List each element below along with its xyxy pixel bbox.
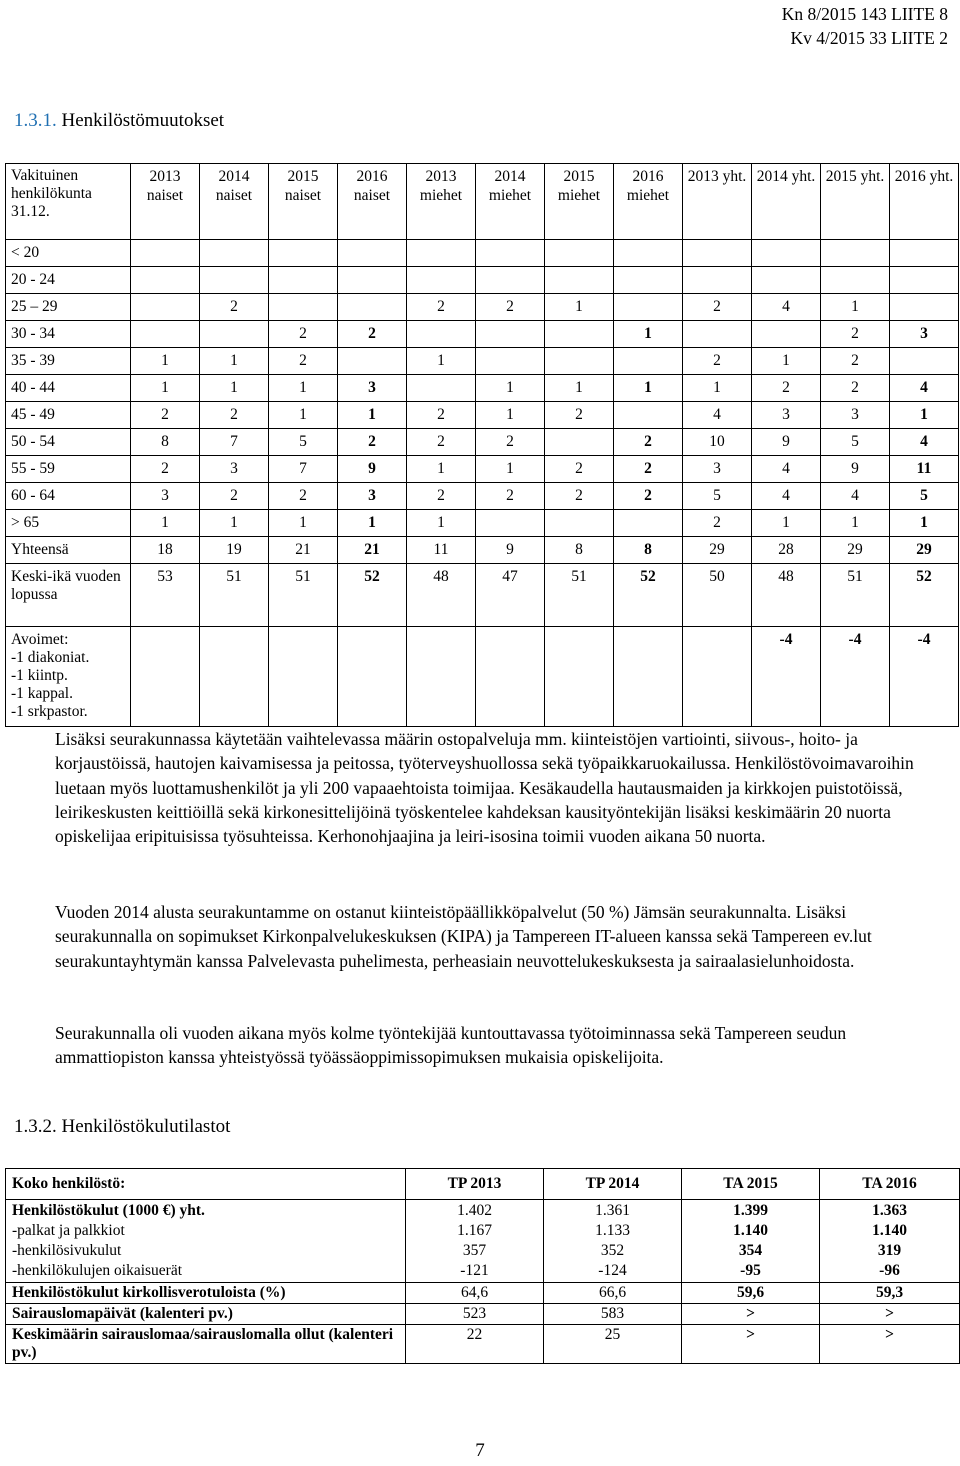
table-cell bbox=[683, 321, 752, 348]
cell-line: 352 bbox=[600, 1242, 625, 1259]
table-cell bbox=[890, 348, 959, 375]
row-label: 60 - 64 bbox=[6, 483, 131, 510]
table-cell: 3 bbox=[821, 402, 890, 429]
table-cell bbox=[683, 240, 752, 267]
table-cell: 2 bbox=[476, 483, 545, 510]
row-label: > 65 bbox=[6, 510, 131, 537]
table-cell: 29 bbox=[890, 537, 959, 564]
table-cell: 18 bbox=[131, 537, 200, 564]
table-cell: 2 bbox=[476, 294, 545, 321]
row-label: 25 – 29 bbox=[6, 294, 131, 321]
table-cell: 4 bbox=[890, 375, 959, 402]
table-cell: > bbox=[820, 1325, 960, 1364]
table-cell: -4 bbox=[821, 627, 890, 727]
table-cell: 51 bbox=[269, 564, 338, 627]
table-cell: 1 bbox=[752, 348, 821, 375]
table-cell: 1 bbox=[545, 294, 614, 321]
table-cell: 9 bbox=[821, 456, 890, 483]
header-line-2: Kv 4/2015 33 LIITE 2 bbox=[790, 28, 948, 48]
table-cell: 1 bbox=[131, 510, 200, 537]
vacancies-row bbox=[6, 627, 959, 727]
avg-age-row bbox=[6, 564, 959, 627]
column-header: Koko henkilöstö: bbox=[6, 1169, 406, 1200]
page-header bbox=[782, 2, 948, 50]
table-cell bbox=[338, 627, 407, 727]
table-cell: 1 bbox=[476, 375, 545, 402]
table-cell: 523 bbox=[406, 1304, 544, 1325]
table-cell bbox=[545, 321, 614, 348]
table-cell bbox=[614, 294, 683, 321]
stacked-cell bbox=[820, 1200, 960, 1283]
table-cell: 2 bbox=[269, 321, 338, 348]
table-cell: 48 bbox=[407, 564, 476, 627]
table-cell: 2 bbox=[683, 510, 752, 537]
table-cell: 3 bbox=[200, 456, 269, 483]
table-cell: 1 bbox=[269, 375, 338, 402]
row-label: 40 - 44 bbox=[6, 375, 131, 402]
table-cell bbox=[269, 240, 338, 267]
table-cell: 64,6 bbox=[406, 1283, 544, 1304]
cell-line: -95 bbox=[740, 1262, 761, 1279]
table-cell bbox=[200, 321, 269, 348]
row-label: 55 - 59 bbox=[6, 456, 131, 483]
table-row bbox=[6, 294, 959, 321]
column-header: 2014 yht. bbox=[752, 164, 821, 240]
table-cell: 2 bbox=[476, 429, 545, 456]
table-row bbox=[6, 321, 959, 348]
table-row bbox=[6, 267, 959, 294]
table-cell: 2 bbox=[131, 402, 200, 429]
table-cell: 59,3 bbox=[820, 1283, 960, 1304]
table-cell: 3 bbox=[683, 456, 752, 483]
table-cell: 11 bbox=[407, 537, 476, 564]
table-cell: > bbox=[820, 1304, 960, 1325]
table-row bbox=[6, 402, 959, 429]
cell-line: 1.133 bbox=[595, 1222, 630, 1239]
cell-line: -121 bbox=[460, 1262, 489, 1279]
table-row bbox=[6, 348, 959, 375]
table-cell bbox=[269, 267, 338, 294]
staff-table-header bbox=[6, 164, 959, 240]
table-cell bbox=[890, 240, 959, 267]
row-label: Yhteensä bbox=[6, 537, 131, 564]
table-cell: 52 bbox=[614, 564, 683, 627]
table-cell: 51 bbox=[821, 564, 890, 627]
cell-line: -96 bbox=[879, 1262, 900, 1279]
table-cell: 2 bbox=[683, 348, 752, 375]
table-cell: 8 bbox=[614, 537, 683, 564]
cell-line: 1.363 bbox=[872, 1202, 907, 1219]
table-cell: 2 bbox=[614, 429, 683, 456]
table-cell: 2 bbox=[545, 402, 614, 429]
table-cell bbox=[683, 627, 752, 727]
table-cell bbox=[614, 267, 683, 294]
table-cell: 583 bbox=[544, 1304, 682, 1325]
table-cell: 19 bbox=[200, 537, 269, 564]
cell-line: 1.167 bbox=[457, 1222, 492, 1239]
table-cell bbox=[614, 402, 683, 429]
table-row bbox=[6, 537, 959, 564]
table-cell: 5 bbox=[269, 429, 338, 456]
table-cell: 1 bbox=[683, 375, 752, 402]
row-label: Keski-ikä vuoden lopussa bbox=[6, 564, 131, 627]
row-label: < 20 bbox=[6, 240, 131, 267]
table-cell: 4 bbox=[683, 402, 752, 429]
table-cell: 2 bbox=[200, 294, 269, 321]
table-cell bbox=[476, 240, 545, 267]
table-cell bbox=[407, 240, 476, 267]
table-cell bbox=[890, 294, 959, 321]
row-label bbox=[6, 627, 131, 727]
column-header: TP 2013 bbox=[406, 1169, 544, 1200]
vacancy-line: -1 srkpastor. bbox=[11, 703, 88, 720]
row-label: Keskimäärin sairauslomaa/sairauslomalla ollut (kalenteri pv.) bbox=[6, 1325, 406, 1364]
table-cell bbox=[200, 627, 269, 727]
table-cell bbox=[545, 429, 614, 456]
table-cell: 2 bbox=[407, 402, 476, 429]
table-cell: 3 bbox=[890, 321, 959, 348]
table-cell: 5 bbox=[821, 429, 890, 456]
table-cell bbox=[614, 240, 683, 267]
table-row bbox=[6, 429, 959, 456]
table-cell: 5 bbox=[683, 483, 752, 510]
table-cell: 2 bbox=[614, 483, 683, 510]
table-cell: 2 bbox=[407, 483, 476, 510]
table-cell: 59,6 bbox=[682, 1283, 820, 1304]
table-cell: 48 bbox=[752, 564, 821, 627]
table-cell bbox=[752, 240, 821, 267]
paragraph-outsourcing: Lisäksi seurakunnassa käytetään vaihtelevassa määrin ostopalveluja mm. kiinteistöjen vartiointi, siivous-, hoito- ja korjaustöissä, hautojen kaivamisessa ja peitossa, työterveyshuollossa sekä työpaikkaruokailussa. Henkilöstövoimavaroihin luetaan myös luottamushenkilöt ja yli 200 vapaaehtoista toimijaa. Kesäkaudella hautausmaiden ja kirkkojen puistotöissä, leirikeskusten keittiöillä sekä kirkonesittelijöinä työskentelee kahdeksan kausityöntekijän lisäksi keskimäärin 20 nuorta opiskelijaa eripituisissa työsuhteissa. Kerhonohjaajina ja leiri-isosina toimii vuoden aikana 50 nuorta. bbox=[55, 729, 914, 847]
vacancy-line: Avoimet: bbox=[11, 631, 69, 648]
table-cell: 2 bbox=[269, 348, 338, 375]
table-cell: 51 bbox=[545, 564, 614, 627]
table-cell bbox=[476, 510, 545, 537]
vacancy-line: -1 kappal. bbox=[11, 685, 73, 702]
stacked-cell bbox=[544, 1200, 682, 1283]
table-cell: 1 bbox=[821, 294, 890, 321]
table-row bbox=[6, 375, 959, 402]
table-cell: 1 bbox=[545, 375, 614, 402]
table-cell: 8 bbox=[131, 429, 200, 456]
table-cell: 1 bbox=[821, 510, 890, 537]
table-cell: 3 bbox=[131, 483, 200, 510]
paragraph-shared-services: Vuoden 2014 alusta seurakuntamme on ostanut kiinteistöpäällikköpalvelut (50 %) Jämsän seurakunnalta. Lisäksi seurakunnalla on sopimukset Kirkonpalvelukeskuksen (KIPA) ja Tampereen IT-alueen kanssa sekä Tampereen ev.lut seurakuntayhtymän kanssa Palvelevasta puhelimesta, perheasiain neuvottelukeskuksesta ja sairaalasielunhoidosta. bbox=[55, 902, 872, 971]
table-cell: 1 bbox=[407, 456, 476, 483]
table-cell: 1 bbox=[338, 510, 407, 537]
table-cell bbox=[476, 321, 545, 348]
table-cell: 21 bbox=[269, 537, 338, 564]
table-cell: 2 bbox=[821, 348, 890, 375]
table-cell bbox=[476, 348, 545, 375]
column-header: 2016 yht. bbox=[890, 164, 959, 240]
section-heading-1 bbox=[14, 110, 224, 132]
column-header: TA 2015 bbox=[682, 1169, 820, 1200]
table-cell: 5 bbox=[890, 483, 959, 510]
table-cell: 21 bbox=[338, 537, 407, 564]
row-label: 20 - 24 bbox=[6, 267, 131, 294]
cell-line: -palkat ja palkkiot bbox=[12, 1222, 125, 1239]
table-cell: 4 bbox=[821, 483, 890, 510]
table-cell: 7 bbox=[269, 456, 338, 483]
table-cell bbox=[338, 348, 407, 375]
table-cell bbox=[752, 321, 821, 348]
section-number: 1.3.1. bbox=[14, 110, 57, 131]
table-cell: -4 bbox=[890, 627, 959, 727]
table-cell: 1 bbox=[269, 510, 338, 537]
table-cell: 22 bbox=[406, 1325, 544, 1364]
table-cell bbox=[752, 267, 821, 294]
table-cell bbox=[131, 240, 200, 267]
table-cell: 1 bbox=[890, 510, 959, 537]
cost-row bbox=[6, 1325, 960, 1364]
table-cell bbox=[614, 348, 683, 375]
column-header: TA 2016 bbox=[820, 1169, 960, 1200]
table-cell: 8 bbox=[545, 537, 614, 564]
table-cell: 2 bbox=[269, 483, 338, 510]
table-cell: 7 bbox=[200, 429, 269, 456]
table-cell: 1 bbox=[131, 348, 200, 375]
table-cell: 4 bbox=[890, 429, 959, 456]
table-cell: 11 bbox=[890, 456, 959, 483]
vacancy-line: -1 diakoniat. bbox=[11, 649, 90, 666]
table-cell: > bbox=[682, 1325, 820, 1364]
table-cell: 2 bbox=[338, 429, 407, 456]
table-cell: 1 bbox=[200, 348, 269, 375]
table-cell: 3 bbox=[752, 402, 821, 429]
table-cell: 10 bbox=[683, 429, 752, 456]
table-cell: 29 bbox=[821, 537, 890, 564]
table-cell: 1 bbox=[338, 402, 407, 429]
table-cell: 9 bbox=[338, 456, 407, 483]
table-cell: 2 bbox=[545, 456, 614, 483]
table-row bbox=[6, 483, 959, 510]
table-cell: 29 bbox=[683, 537, 752, 564]
cost-row bbox=[6, 1304, 960, 1325]
table-row bbox=[6, 456, 959, 483]
table-cell: 2 bbox=[614, 456, 683, 483]
cell-line: 1.140 bbox=[872, 1222, 907, 1239]
table-cell bbox=[407, 267, 476, 294]
cell-line: -124 bbox=[598, 1262, 627, 1279]
column-header: 2013 miehet bbox=[407, 164, 476, 240]
table-cell: 4 bbox=[752, 483, 821, 510]
table-cell: 2 bbox=[131, 456, 200, 483]
column-header: 2016 miehet bbox=[614, 164, 683, 240]
row-label: 50 - 54 bbox=[6, 429, 131, 456]
stacked-cell bbox=[6, 1200, 406, 1283]
table-cell bbox=[131, 267, 200, 294]
table-cell bbox=[131, 627, 200, 727]
table-cell: 50 bbox=[683, 564, 752, 627]
table-cell: -4 bbox=[752, 627, 821, 727]
section-heading-2: 1.3.2. Henkilöstökulutilastot bbox=[14, 1116, 231, 1137]
table-cell bbox=[407, 627, 476, 727]
table-cell: 47 bbox=[476, 564, 545, 627]
table-cell bbox=[407, 375, 476, 402]
table-cell: 52 bbox=[338, 564, 407, 627]
table-cell: 2 bbox=[407, 429, 476, 456]
cost-group-row bbox=[6, 1200, 960, 1283]
table-cell bbox=[338, 240, 407, 267]
column-header: 2016 naiset bbox=[338, 164, 407, 240]
table-cell: 1 bbox=[614, 375, 683, 402]
table-cell: 1 bbox=[269, 402, 338, 429]
table-cell bbox=[200, 267, 269, 294]
row-label: 35 - 39 bbox=[6, 348, 131, 375]
table-cell: 2 bbox=[200, 483, 269, 510]
cell-line: 357 bbox=[462, 1242, 487, 1259]
section-title: Henkilöstömuutokset bbox=[61, 110, 225, 131]
table-cell: 1 bbox=[752, 510, 821, 537]
table-cell bbox=[821, 267, 890, 294]
table-cell bbox=[476, 627, 545, 727]
table-cell: 2 bbox=[821, 375, 890, 402]
table-cell: 4 bbox=[752, 456, 821, 483]
table-cell bbox=[131, 321, 200, 348]
cell-line: 354 bbox=[738, 1242, 763, 1259]
table-cell bbox=[269, 294, 338, 321]
column-header: TP 2014 bbox=[544, 1169, 682, 1200]
cell-line: -henkilösivukulut bbox=[12, 1242, 122, 1259]
table-cell: 4 bbox=[752, 294, 821, 321]
table-cell: 1 bbox=[131, 375, 200, 402]
table-cell bbox=[545, 240, 614, 267]
column-header: 2013 naiset bbox=[131, 164, 200, 240]
table-cell: 3 bbox=[338, 375, 407, 402]
table-cell bbox=[545, 348, 614, 375]
table-cell: 9 bbox=[476, 537, 545, 564]
table-cell bbox=[890, 267, 959, 294]
stacked-cell bbox=[406, 1200, 544, 1283]
table-cell: 1 bbox=[200, 510, 269, 537]
table-cell bbox=[338, 294, 407, 321]
table-cell bbox=[683, 267, 752, 294]
table-cell bbox=[614, 510, 683, 537]
table-cell: 9 bbox=[752, 429, 821, 456]
stacked-cell bbox=[682, 1200, 820, 1283]
cell-line: 1.402 bbox=[457, 1202, 492, 1219]
row-label: 30 - 34 bbox=[6, 321, 131, 348]
table-cell: 2 bbox=[545, 483, 614, 510]
table-cell bbox=[476, 267, 545, 294]
column-header: 2013 yht. bbox=[683, 164, 752, 240]
table-cell: 2 bbox=[338, 321, 407, 348]
table-cell bbox=[131, 294, 200, 321]
column-header: 2015 miehet bbox=[545, 164, 614, 240]
table-cell: 25 bbox=[544, 1325, 682, 1364]
table-cell: 2 bbox=[821, 321, 890, 348]
cost-table bbox=[5, 1168, 960, 1364]
header-line-1: Kn 8/2015 143 LIITE 8 bbox=[781, 4, 948, 24]
column-header: 2015 yht. bbox=[821, 164, 890, 240]
table-cell: 1 bbox=[407, 348, 476, 375]
corner-label: Vakituinen henkilökunta 31.12. bbox=[6, 164, 131, 240]
table-cell: 1 bbox=[614, 321, 683, 348]
table-cell: 2 bbox=[683, 294, 752, 321]
table-cell bbox=[269, 627, 338, 727]
cell-line: Henkilöstökulut (1000 €) yht. bbox=[12, 1202, 205, 1219]
table-cell bbox=[545, 510, 614, 537]
vacancy-line: -1 kiintp. bbox=[11, 667, 68, 684]
row-label: 45 - 49 bbox=[6, 402, 131, 429]
table-cell bbox=[407, 321, 476, 348]
table-cell: 51 bbox=[200, 564, 269, 627]
table-cell: 28 bbox=[752, 537, 821, 564]
table-cell: > bbox=[682, 1304, 820, 1325]
cell-line: 1.140 bbox=[733, 1222, 768, 1239]
table-cell bbox=[200, 240, 269, 267]
table-cell: 1 bbox=[890, 402, 959, 429]
table-cell bbox=[545, 627, 614, 727]
table-cell: 3 bbox=[338, 483, 407, 510]
column-header: 2014 naiset bbox=[200, 164, 269, 240]
table-row bbox=[6, 240, 959, 267]
table-cell: 1 bbox=[476, 456, 545, 483]
row-label: Sairauslomapäivät (kalenteri pv.) bbox=[6, 1304, 406, 1325]
table-cell bbox=[545, 267, 614, 294]
paragraph-rehabilitation: Seurakunnalla oli vuoden aikana myös kolme työntekijää kuntouttavassa työtoiminnassa sekä Tampereen seudun ammattiopiston kanssa yhteistyössä työässäoppimissopimuksen mukaisia opiskelijoita. bbox=[55, 1023, 847, 1068]
table-cell: 1 bbox=[407, 510, 476, 537]
cost-row bbox=[6, 1283, 960, 1304]
table-cell: 66,6 bbox=[544, 1283, 682, 1304]
cell-line: 1.361 bbox=[595, 1202, 630, 1219]
table-cell bbox=[821, 240, 890, 267]
table-cell: 52 bbox=[890, 564, 959, 627]
cost-table-header bbox=[6, 1169, 960, 1200]
column-header: 2014 miehet bbox=[476, 164, 545, 240]
table-cell: 2 bbox=[752, 375, 821, 402]
row-label: Henkilöstökulut kirkollisverotuloista (%) bbox=[6, 1283, 406, 1304]
cell-line: 319 bbox=[877, 1242, 902, 1259]
table-cell: 2 bbox=[200, 402, 269, 429]
table-cell bbox=[614, 627, 683, 727]
staff-table bbox=[5, 163, 959, 727]
page-number: 7 bbox=[475, 1440, 485, 1461]
table-cell bbox=[338, 267, 407, 294]
cell-line: -henkilökulujen oikaisuerät bbox=[12, 1262, 183, 1279]
table-cell: 53 bbox=[131, 564, 200, 627]
cell-line: 1.399 bbox=[733, 1202, 768, 1219]
column-header: 2015 naiset bbox=[269, 164, 338, 240]
table-cell: 1 bbox=[200, 375, 269, 402]
table-cell: 1 bbox=[476, 402, 545, 429]
table-cell: 2 bbox=[407, 294, 476, 321]
table-row bbox=[6, 510, 959, 537]
